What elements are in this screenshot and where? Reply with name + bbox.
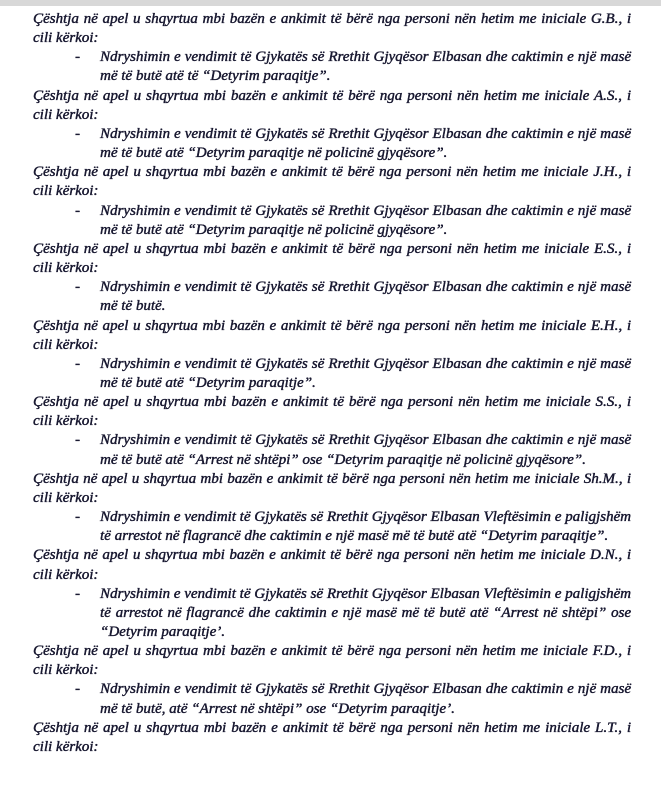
bullet-dash: - [75, 202, 80, 219]
bullet-dash: - [75, 681, 80, 698]
case-intro-paragraph: Çështja në apel u shqyrtua mbi bazën e ankimit të bërë nga personi nën hetim me iniciale E.S., i cili kërkoi: [33, 240, 631, 277]
case-intro-paragraph: Çështja në apel u shqyrtua mbi bazën e ankimit të bërë nga personi nën hetim me iniciale D.N., i cili kërkoi: [33, 547, 631, 583]
request-text: Ndryshimin e vendimit të Gjykatës së Rrethit Gjyqësor Elbasan dhe caktimin e një masë më të butë atë “Arrest në shtëpi” ose “Detyrim paraqitje në policinë gjyqësore”. [100, 432, 631, 468]
request-item [33, 680, 631, 718]
request-item [33, 355, 631, 393]
request-text: Ndryshimin e vendimit të Gjykatës së Rrethit Gjyqësor Elbasan dhe caktimin e një masë më të butë atë “Detyrim paraqitje në policinë gjyqësore”. [100, 125, 631, 162]
case-intro-paragraph: Çështja në apel u shqyrtua mbi bazën e ankimit të bërë nga personi nën hetim me iniciale F.D., i cili kërkoi: [33, 643, 631, 679]
request-text: Ndryshimin e vendimit të Gjykatës së Rrethit Gjyqësor Elbasan dhe caktimin e një masë më të butë. [100, 279, 631, 315]
case-intro-paragraph: Çështja në apel u shqyrtua mbi bazën e ankimit të bërë nga personi nën hetim me iniciale A.S., i cili kërkoi: [33, 87, 631, 123]
request-item [33, 202, 631, 240]
request-text: Ndryshimin e vendimit të Gjykatës së Rrethit Gjyqësor Elbasan dhe caktimin e një masë më të butë atë “Detyrim paraqitje në policinë gjyqësore”. [100, 202, 631, 238]
request-item [33, 125, 631, 163]
request-item [33, 278, 631, 316]
bullet-dash: - [75, 585, 80, 602]
case-intro-paragraph: Çështja në apel u shqyrtua mbi bazën e ankimit të bërë nga personi nën hetim me iniciale J.H., i cili kërkoi: [33, 164, 631, 200]
bullet-dash: - [75, 432, 80, 449]
document-content [0, 6, 661, 757]
request-text: Ndryshimin e vendimit të Gjykatës së Rrethit Gjyqësor Elbasan dhe caktimin e një masë më të butë, atë “Arrest në shtëpi” ose “Detyrim paraqitje’. [100, 681, 631, 717]
request-text: Ndryshimin e vendimit të Gjykatës së Rrethit Gjyqësor Elbasan Vleftësimin e paligjshëm të arrestot në flagrancë dhe caktimin e një masë më të butë atë “Arrest në shtëpi” ose “Detyrim paraqitje’. [100, 585, 631, 640]
bullet-dash: - [75, 509, 80, 526]
case-intro-paragraph: Çështja në apel u shqyrtua mbi bazën e ankimit të bërë nga personi nën hetim me iniciale L.T., i cili kërkoi: [33, 719, 631, 755]
case-intro-paragraph: Çështja në apel u shqyrtua mbi bazën e ankimit të bërë nga personi nën hetim me iniciale S.S., i cili kërkoi: [33, 394, 631, 430]
case-intro-paragraph: Çështja në apel u shqyrtua mbi bazën e ankimit të bërë nga personi nën hetim me iniciale E.H., i cili kërkoi: [33, 317, 631, 353]
request-item [33, 431, 631, 469]
bullet-dash: - [75, 125, 80, 142]
request-item [33, 48, 631, 86]
request-text: Ndryshimin e vendimit të Gjykatës së Rrethit Gjyqësor Elbasan dhe caktimin e një masë më të butë atë të “Detyrim paraqitje”. [100, 49, 631, 85]
case-intro-paragraph: Çështja në apel u shqyrtua mbi bazën e ankimit të bërë nga personi nën hetim me iniciale G.B., i cili kërkoi: [33, 11, 631, 47]
case-intro-paragraph: Çështja në apel u shqyrtua mbi bazën e ankimit të bërë nga personi nën hetim me iniciale Sh.M., i cili kërkoi: [33, 470, 631, 506]
bullet-dash: - [75, 279, 80, 296]
request-text: Ndryshimin e vendimit të Gjykatës së Rrethit Gjyqësor Elbasan dhe caktimin e një masë më të butë atë “Detyrim paraqitje”. [100, 355, 631, 391]
bullet-dash: - [75, 49, 80, 66]
bullet-dash: - [75, 355, 80, 372]
request-item [33, 508, 631, 546]
request-text: Ndryshimin e vendimit të Gjykatës së Rrethit Gjyqësor Elbasan Vleftësimin e paligjshëm të arrestot në flagrancë dhe caktimin e një masë më të butë atë “Detyrim paraqitje”. [100, 509, 631, 545]
request-item [33, 585, 631, 642]
